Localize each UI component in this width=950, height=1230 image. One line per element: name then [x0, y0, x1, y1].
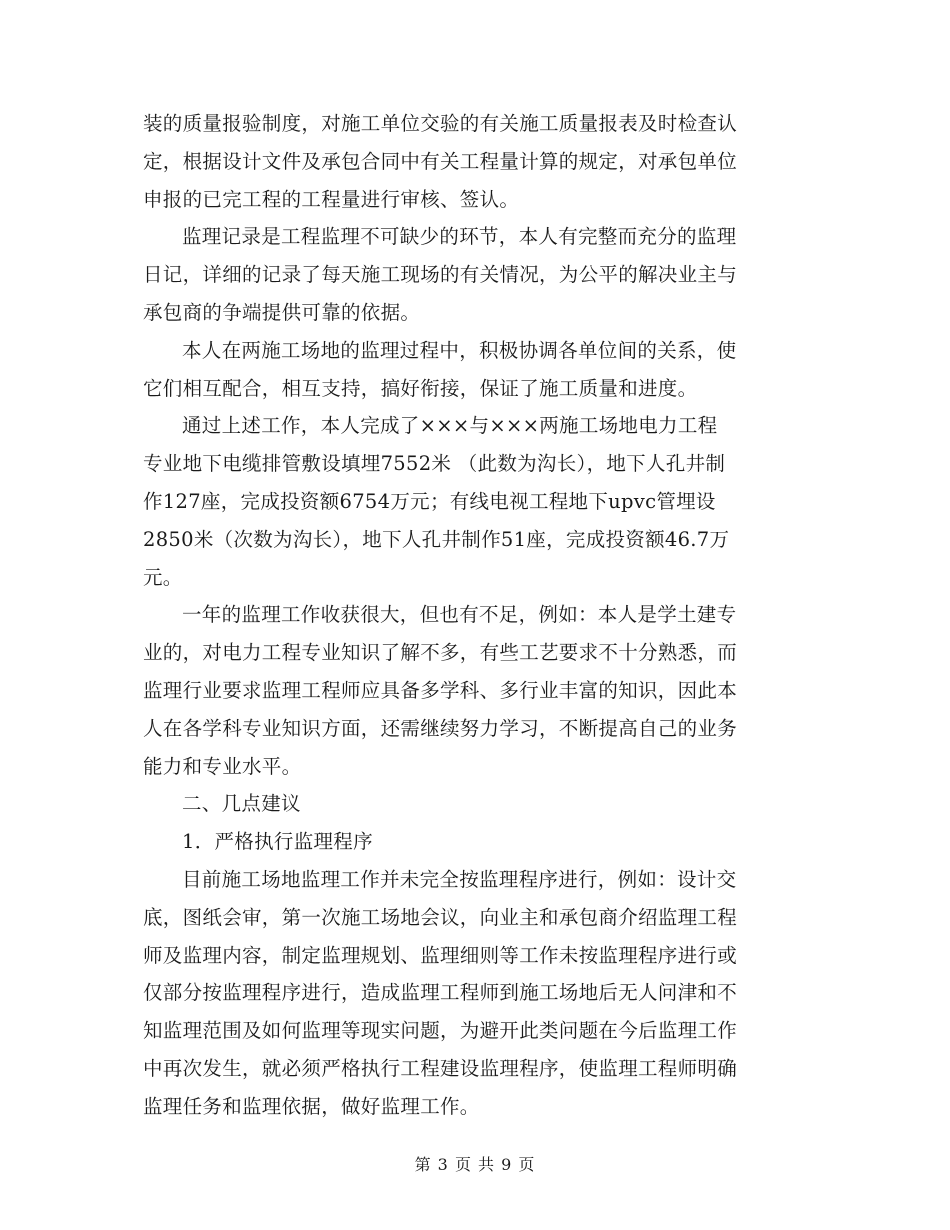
section-heading [143, 785, 793, 823]
text-line: 作127座，完成投资额6754万元；有线电视工程地下upvc管埋设 [143, 489, 716, 513]
text-line: 专业地下电缆排管敷设填埋7552米 （此数为沟长），地下人孔井制 [143, 452, 726, 476]
text-line: 承包商的争端提供可靠的依据。 [143, 300, 421, 324]
text-line: 能力和专业水平。 [143, 754, 302, 778]
text-line: 监理记录是工程监理不可缺少的环节，本人有完整而充分的监理 [182, 225, 737, 249]
text-line: 申报的已完工程的工程量进行审核、签认。 [143, 187, 520, 211]
text-line: 知监理范围及如何监理等现实问题，为避开此类问题在今后监理工作 [143, 1019, 738, 1043]
subsection-heading [143, 823, 793, 861]
text-line: 仅部分按监理程序进行，造成监理工程师到施工场地后无人问津和不 [143, 981, 738, 1005]
document-body [143, 105, 793, 1126]
text-line: 元。 [143, 565, 183, 589]
page-number-footer: 第 3 页 共 9 页 [414, 1155, 536, 1174]
heading-text: 二、几点建议 [182, 792, 301, 816]
text-line: 监理行业要求监理工程师应具备多学科、多行业丰富的知识，因此本 [143, 678, 738, 702]
text-line: 装的质量报验制度，对施工单位交验的有关施工质量报表及时检查认 [143, 112, 738, 135]
text-line: 2850米（次数为沟长），地下人孔井制作51座，完成投资额46.7万 [143, 527, 730, 551]
paragraph-3 [143, 332, 793, 408]
text-line: 师及监理内容，制定监理规划、监理细则等工作未按监理程序进行或 [143, 943, 738, 967]
paragraph-5 [143, 596, 793, 785]
text-line: 监理任务和监理依据，做好监理工作。 [143, 1094, 480, 1118]
text-line: 人在各学科专业知识方面，还需继续努力学习，不断提高自己的业务 [143, 716, 738, 740]
text-line: 底，图纸会审，第一次施工场地会议，向业主和承包商介绍监理工程 [143, 905, 738, 929]
text-line: 通过上述工作，本人完成了×××与×××两施工场地电力工程 [182, 414, 718, 438]
text-line: 日记，详细的记录了每天施工现场的有关情况，为公平的解决业主与 [143, 263, 738, 287]
text-line: 它们相互配合，相互支持，搞好衔接，保证了施工质量和进度。 [143, 376, 698, 400]
paragraph-1 [143, 105, 793, 218]
text-line: 一年的监理工作收获很大，但也有不足，例如：本人是学土建专 [182, 603, 737, 627]
heading-text: 1．严格执行监理程序 [182, 830, 373, 854]
paragraph-6 [143, 861, 793, 1126]
text-line: 本人在两施工场地的监理过程中，积极协调各单位间的关系，使 [182, 338, 737, 362]
text-line: 目前施工场地监理工作并未完全按监理程序进行，例如：设计交 [182, 867, 737, 891]
paragraph-4 [143, 407, 793, 596]
text-line: 中再次发生，就必须严格执行工程建设监理程序，使监理工程师明确 [143, 1056, 738, 1080]
paragraph-2 [143, 218, 793, 331]
text-line: 定，根据设计文件及承包合同中有关工程量计算的规定，对承包单位 [143, 149, 738, 173]
text-line: 业的，对电力工程专业知识了解不多，有些工艺要求不十分熟悉，而 [143, 641, 738, 665]
